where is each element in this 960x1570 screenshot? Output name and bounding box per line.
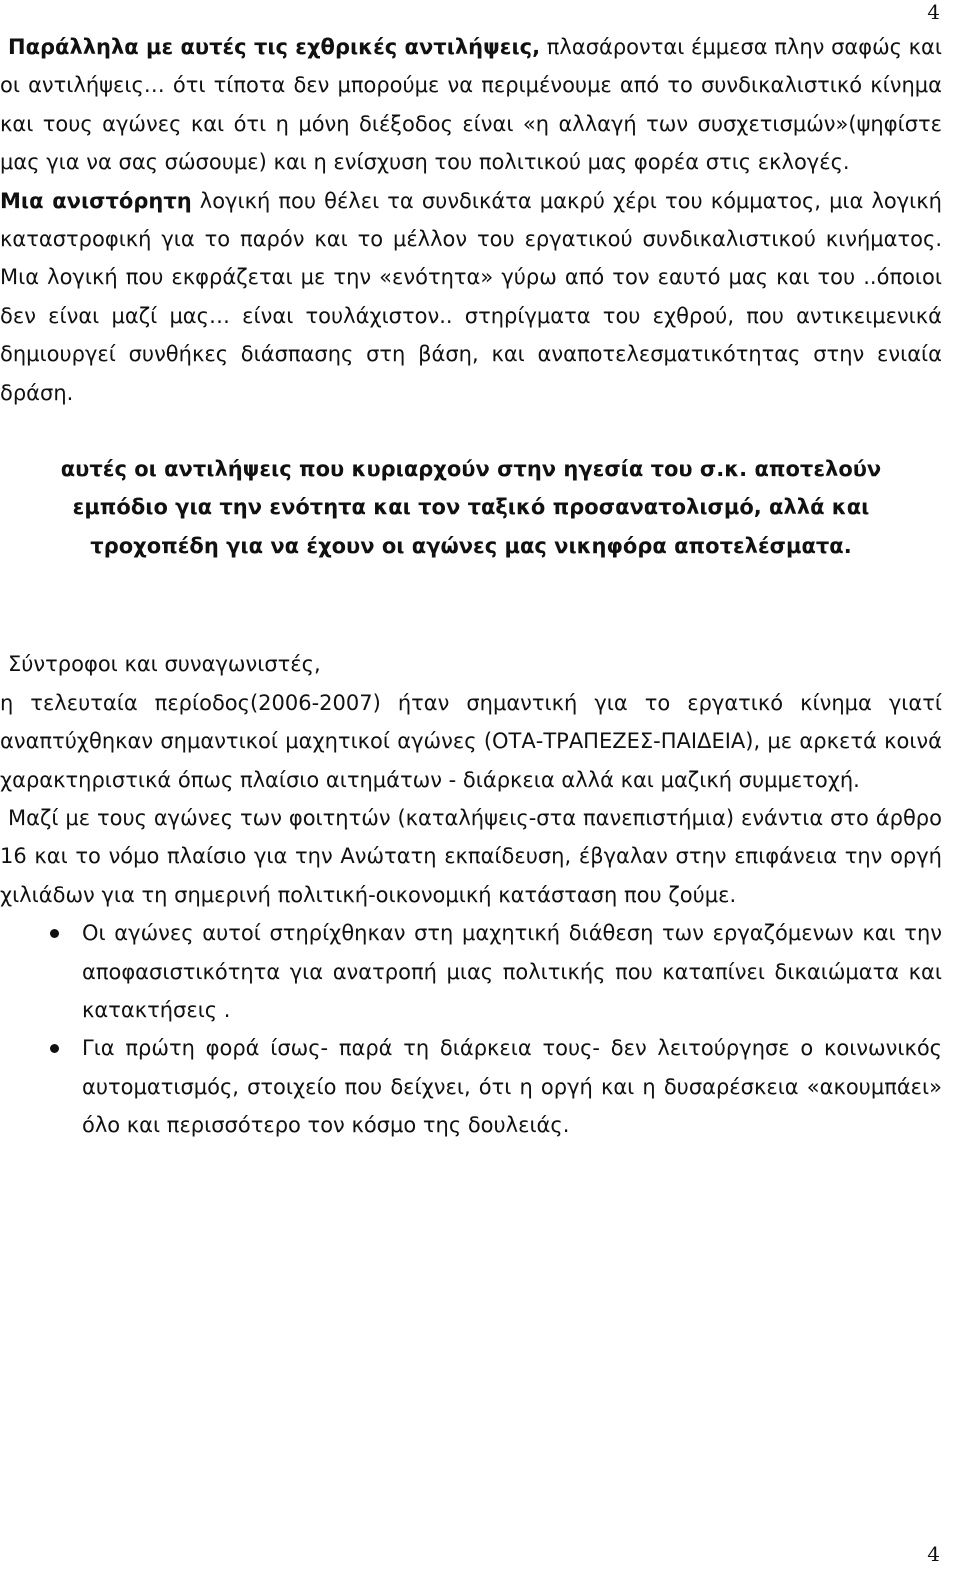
document-body bbox=[0, 28, 942, 1145]
bullet-item-2: Για πρώτη φορά ίσως- παρά τη διάρκεια τους- δεν λειτούργησε ο κοινωνικός αυτοματισμός, στοιχείο που δείχνει, ότι η οργή και η δυσαρέσκεια «ακουμπάει» όλο και περισσότερο τον κόσμο της δουλειάς. bbox=[82, 1029, 942, 1144]
centered-statement: αυτές οι αντιλήψεις που κυριαρχούν στην ηγεσία του σ.κ. αποτελούν εμπόδιο για την ενότητα και τον ταξικό προσανατολισμό, αλλά και τροχοπέδη για να έχουν οι αγώνες μας νικηφόρα αποτελέσματα. bbox=[60, 457, 882, 558]
paragraph-2 bbox=[0, 182, 942, 412]
paragraph-1 bbox=[0, 28, 942, 182]
spacer bbox=[0, 565, 942, 645]
paragraph-1-text: πλασάρονται έμμεσα πλην σαφώς και οι αντιλήψεις… ότι τίποτα δεν μπορούμε να περιμένουμε από το συνδικαλιστικό κίνημα και τους αγώνες και ότι η μόνη διέξοδος είναι «η αλλαγή των συσχετισμών»(ψηφίστε μας για να σας σώσουμε) και η ενίσχυση του πολιτικού μας φορέα στις εκλογές. bbox=[0, 35, 943, 175]
salutation: Σύντροφοι και συναγωνιστές, bbox=[8, 652, 321, 677]
bullet-item-1: Οι αγώνες αυτοί στηρίχθηκαν στη μαχητική διάθεση των εργαζόμενων και την αποφασιστικότητα για ανατροπή μιας πολιτικής που καταπίνει δικαιώματα και κατακτήσεις . bbox=[82, 914, 942, 1029]
page-number-top: 4 bbox=[927, 0, 940, 24]
paragraph-3: η τελευταία περίοδος(2006-2007) ήταν σημαντική για το εργατικό κίνημα γιατί αναπτύχθηκαν σημαντικοί μαχητικοί αγώνες (ΟΤΑ-ΤΡΑΠΕΖΕΣ-ΠΑΙΔΕΙΑ), με αρκετά κοινά χαρακτηριστικά όπως πλαίσιο αιτημάτων - διάρκεια αλλά και μαζική συμμετοχή. bbox=[0, 690, 942, 792]
bullet-list bbox=[0, 914, 942, 1144]
paragraph-1-bold-lead: Παράλληλα με αυτές τις εχθρικές αντιλήψεις, bbox=[8, 35, 541, 59]
paragraph-4: Μαζί με τους αγώνες των φοιτητών (καταλήψεις-στα πανεπιστήμια) ενάντια στο άρθρο 16 και το νόμο πλαίσιο για την Ανώτατη εκπαίδευση, έβγαλαν στην επιφάνεια την οργή χιλιάδων για τη σημερινή πολιτική-οικονομική κατάσταση που ζούμε. bbox=[0, 805, 942, 907]
paragraph-2-bold-lead: Μια ανιστόρητη bbox=[0, 188, 192, 213]
page-number-bottom: 4 bbox=[927, 1542, 940, 1566]
paragraph-2-text: λογική που θέλει τα συνδικάτα μακρύ χέρι του κόμματος, μια λογική καταστροφική για το παρόν και το μέλλον του εργατικού συνδικαλιστικού κινήματος. Μια λογική που εκφράζεται με την «ενότητα» γύρω από τον εαυτό μας και του ..όποιοι δεν είναι μαζί μας… είναι τουλάχιστον.. στηρίγματα του εχθρού, που αντικειμενικά δημιουργεί συνθήκες διάσπασης στη βάση, και αναποτελεσματικότητας στην ενιαία δράση. bbox=[0, 188, 942, 405]
